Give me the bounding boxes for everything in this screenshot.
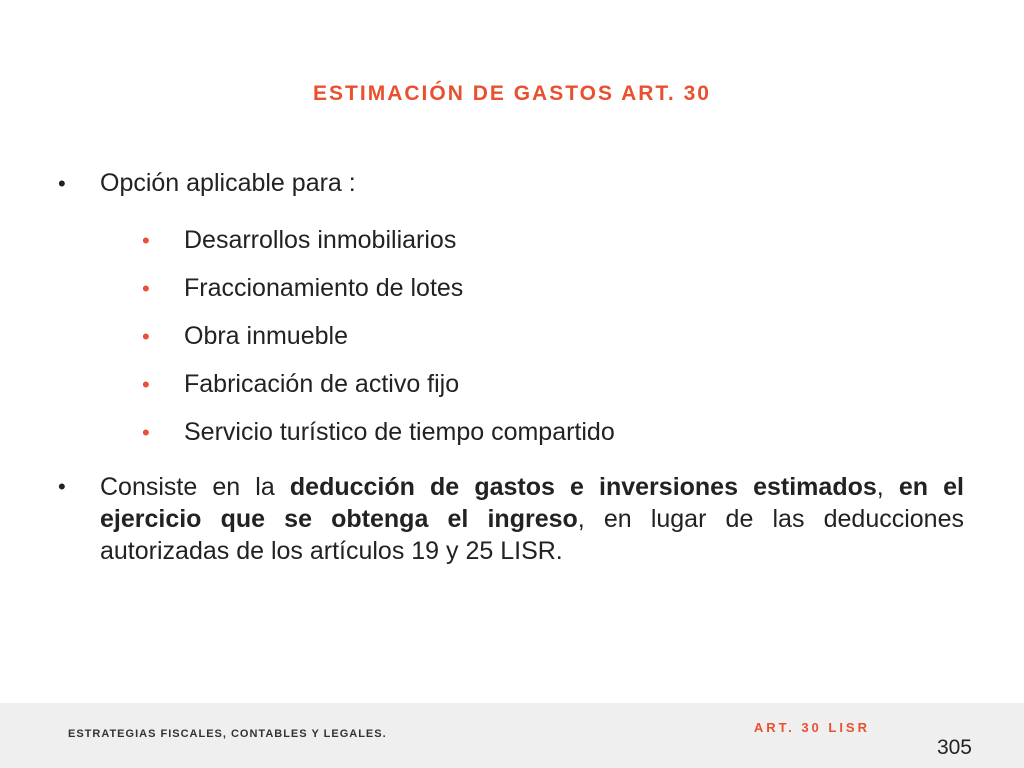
sub-bullet-text: Servicio turístico de tiempo compartido xyxy=(184,418,615,446)
sub-bullet-dot-icon: • xyxy=(142,372,150,397)
slide-footer xyxy=(0,703,1024,768)
paragraph-bold-part: deducción de gastos e inversiones estimados xyxy=(289,473,877,501)
sub-bullet-dot-icon: • xyxy=(142,420,150,445)
sub-bullet-dot-icon: • xyxy=(142,324,150,349)
sub-bullet-dot-icon: • xyxy=(142,228,150,253)
sub-bullet-item xyxy=(142,273,964,321)
bullet-dot-icon: • xyxy=(58,474,66,499)
paragraph-text xyxy=(100,471,964,567)
sub-bullet-text: Obra inmueble xyxy=(184,322,348,350)
sub-bullet-item xyxy=(142,417,964,465)
sub-bullet-text: Fraccionamiento de lotes xyxy=(184,274,464,302)
footer-section-label: ART. 30 LISR xyxy=(753,720,870,735)
bullet-dot-icon: • xyxy=(58,171,66,196)
bullet-paragraph xyxy=(58,471,964,567)
paragraph-part: , en lugar de las deducciones autorizadas de los artículos 19 y 25 LISR. xyxy=(100,505,964,565)
sub-bullet-item xyxy=(142,225,964,273)
sub-bullet-item xyxy=(142,369,964,417)
page-number: 305 xyxy=(936,736,972,759)
paragraph-part: , xyxy=(876,473,899,501)
sub-bullet-item xyxy=(142,321,964,369)
slide-title: ESTIMACIÓN DE GASTOS ART. 30 xyxy=(313,82,711,105)
bullet-intro-text: Opción aplicable para : xyxy=(100,169,356,197)
sub-bullet-text: Desarrollos inmobiliarios xyxy=(184,226,457,254)
sub-bullet-list xyxy=(142,225,964,465)
footer-company-text: ESTRATEGIAS FISCALES, CONTABLES Y LEGALES. xyxy=(68,728,387,740)
sub-bullet-dot-icon: • xyxy=(142,276,150,301)
bullet-intro xyxy=(58,168,964,199)
slide-content xyxy=(58,168,964,567)
paragraph-bold-part: en el ejercicio que se obtenga el ingreso xyxy=(100,473,964,533)
sub-bullet-text: Fabricación de activo fijo xyxy=(184,370,460,398)
paragraph-part: Consiste en la xyxy=(100,473,290,501)
